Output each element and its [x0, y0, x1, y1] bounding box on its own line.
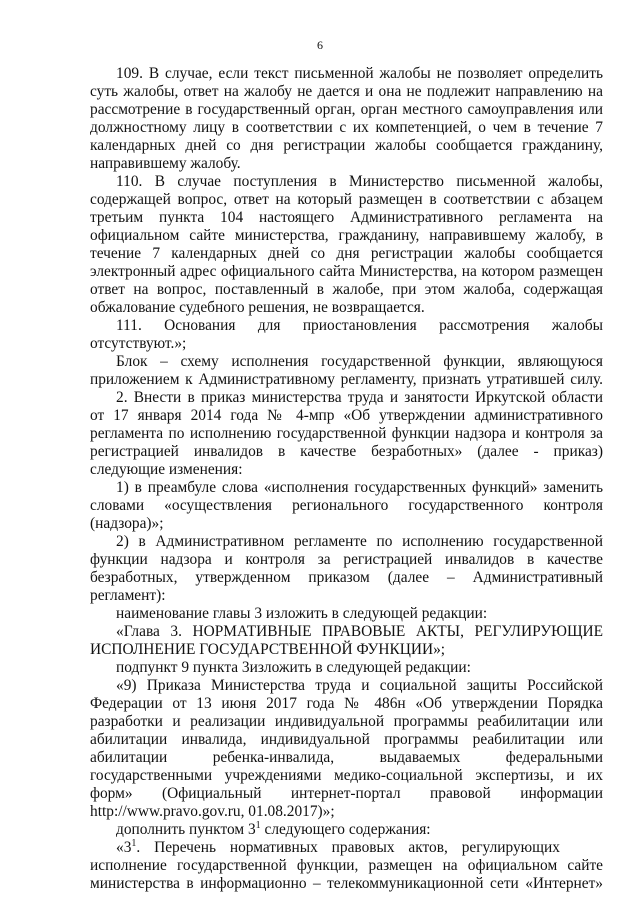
text-line: «9) Приказа Министерства труда и социальной защиты Российской	[116, 677, 603, 694]
text-line: от 17 января 2014 года № 4-мпр «Об утверждении административного	[90, 407, 603, 424]
text-line: суть жалобы, ответ на жалобу не дается и она не подлежит направлению на	[90, 83, 603, 100]
text-line: исполнение государственной функции, размещен на официальном сайте	[90, 857, 603, 874]
text-line: регламента по исполнению государственной функции надзора и контроля за	[90, 425, 603, 442]
text-line: отсутствуют.»;	[90, 335, 187, 352]
text-line: 111. Основания для приостановления рассмотрения жалобы	[116, 317, 603, 334]
text-line: третьим пункта 104 настоящего Административного регламента на	[90, 209, 603, 226]
text-line: обжалование судебного решения, не возвращается.	[90, 299, 425, 316]
text-line: электронный адрес официального сайта Министерства, на котором размещен	[90, 263, 603, 280]
text-line: (надзора)»;	[90, 515, 164, 532]
text-line: разработки и реализации индивидуальной программы реабилитации или	[90, 713, 603, 730]
text-line: безработных, утвержденном приказом (далее – Административный	[90, 569, 603, 586]
text-line: http://www.pravo.gov.ru, 01.08.2017)»;	[90, 803, 335, 820]
text-fragment: дополнить пунктом 3	[116, 821, 256, 838]
text-line: словами «осуществления регионального государственного контроля	[90, 497, 603, 514]
text-line: течение 7 календарных дней со дня регистрации жалобы сообщается	[90, 245, 603, 262]
text-fragment: следующего содержания:	[260, 821, 431, 838]
text-line: 2) в Административном регламенте по исполнению государственной	[116, 533, 603, 550]
text-line: регламент):	[90, 587, 166, 604]
text-line: ИСПОЛНЕНИЕ ГОСУДАРСТВЕННОЙ ФУНКЦИИ»;	[90, 641, 446, 658]
text-line	[90, 839, 603, 857]
text-line: абилитации ребенка-инвалида, выдаваемых федеральными	[90, 749, 603, 766]
text-line: Блок – схему исполнения государственной функции, являющуюся	[116, 353, 603, 370]
text-line: функции надзора и контроля за регистрацией инвалидов в качестве	[90, 551, 603, 568]
text-line: министерства в информационно – телекоммуникационной сети «Интернет»	[90, 875, 603, 892]
text-line: календарных дней со дня регистрации жалобы сообщается гражданину,	[90, 137, 603, 154]
text-line	[90, 821, 603, 839]
text-line: Федерации от 13 июня 2017 года № 486н «Об утверждении Порядка	[90, 695, 603, 712]
text-line: 110. В случае поступления в Министерство письменной жалобы,	[116, 173, 603, 190]
text-line: должностному лицу в соответствии с их компетенцией, о чем в течение 7	[90, 119, 603, 136]
text-line: форм» (Официальный интернет-портал правовой информации	[90, 785, 603, 802]
text-line: 2. Внести в приказ министерства труда и занятости Иркутской области	[116, 389, 603, 406]
text-line: следующие изменения:	[90, 461, 243, 478]
text-line: регистрацией инвалидов в качестве безработных» (далее - приказ)	[90, 443, 603, 460]
text-line: 109. В случае, если текст письменной жалобы не позволяет определить	[116, 65, 603, 82]
text-line: содержащей вопрос, ответ на который размещен в соответствии с абзацем	[90, 191, 603, 208]
text-line: направившему жалобу.	[90, 155, 241, 172]
text-line: 1) в преамбуле слова «исполнения государственных функций» заменить	[116, 479, 603, 496]
text-line: ответ на вопрос, поставленный в жалобе, при этом жалоба, содержащая	[90, 281, 603, 298]
text-line: наименование главы 3 изложить в следующей редакции:	[116, 605, 488, 622]
superscript: 1	[255, 820, 261, 831]
text-line: официальном сайте министерства, гражданину, направившему жалобу, в	[90, 227, 603, 244]
text-line: рассмотрение в государственный орган, орган местного самоуправления или	[90, 101, 603, 118]
text-line: «Глава 3. НОРМАТИВНЫЕ ПРАВОВЫЕ АКТЫ, РЕГУЛИРУЮЩИЕ	[116, 623, 603, 640]
text-line: подпункт 9 пункта 3изложить в следующей редакции:	[116, 659, 471, 676]
text-line: государственными учреждениями медико-социальной экспертизы, и их	[90, 767, 603, 784]
text-fragment: «3	[116, 839, 132, 856]
text-fragment: . Перечень нормативных правовых актов, регулирующих	[136, 839, 560, 856]
text-line: приложением к Административному регламенту, признать утратившей силу.	[90, 371, 603, 388]
text-line: абилитации инвалида, индивидуальной программы реабилитации или	[90, 731, 603, 748]
superscript: 1	[131, 838, 137, 849]
page-number: 6	[317, 38, 323, 52]
